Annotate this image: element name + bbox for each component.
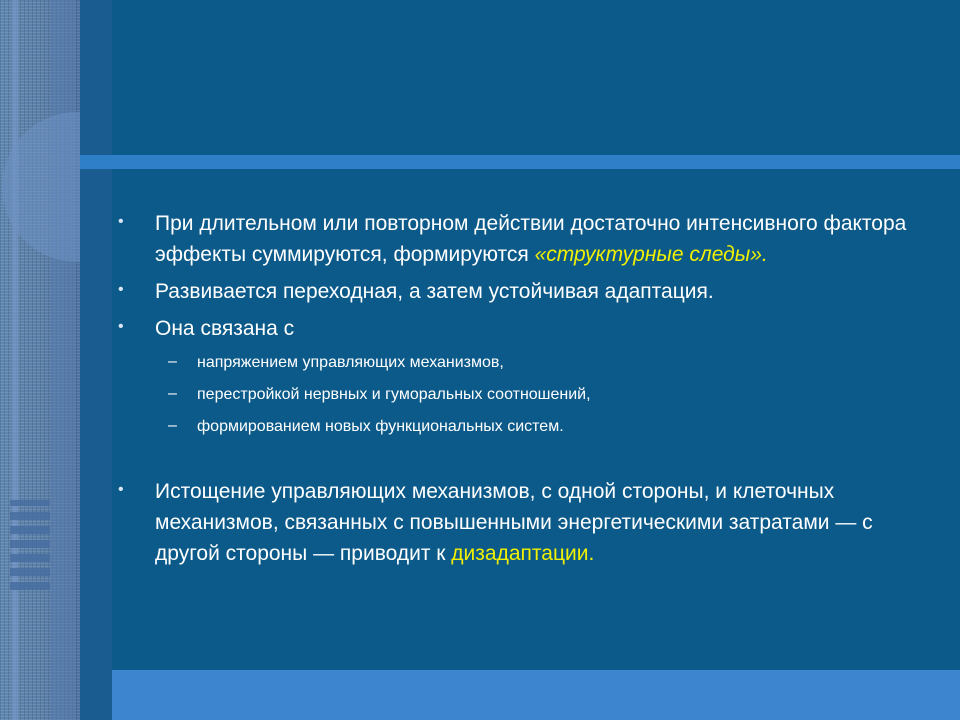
bullet-text: Истощение управляющих механизмов, с одной стороны, и клеточных механизмов, связанных с повышенными энергетическими затратами — с другой стороны — приводит к <box>155 480 873 565</box>
bullet-text: Развивается переходная, а затем устойчивая адаптация. <box>155 280 714 303</box>
bullet-icon: • <box>118 318 124 335</box>
sub-item <box>118 350 938 375</box>
bullet-item <box>118 313 938 344</box>
sub-item-text: напряжением управляющих механизмов, <box>197 354 504 371</box>
sub-item-text: перестройкой нервных и гуморальных соотношений, <box>197 386 591 403</box>
sub-item <box>118 414 938 439</box>
bullet-icon: • <box>118 481 124 498</box>
dash-icon: – <box>168 385 177 402</box>
bullet-icon: • <box>118 281 124 298</box>
bullet-text: Она связана с <box>155 317 295 340</box>
accent-bar-bottom <box>112 670 960 720</box>
bullet-text: При длительном или повторном действии достаточно интенсивного фактора эффекты суммируются, формируются <box>155 212 907 266</box>
bullet-item <box>118 276 938 307</box>
decorative-pattern <box>10 500 50 590</box>
accent-bar-top <box>80 155 960 169</box>
bullet-item <box>118 476 938 569</box>
highlighted-text: «структурные следы». <box>534 243 768 266</box>
decorative-left-panel <box>0 0 112 720</box>
bullet-icon: • <box>118 213 124 230</box>
dash-icon: – <box>168 417 177 434</box>
sub-item-text: формированием новых функциональных систем. <box>197 418 564 435</box>
decorative-stripe <box>50 0 76 720</box>
spacer <box>118 446 938 476</box>
highlighted-text: дизадаптации. <box>451 542 595 565</box>
decorative-stripe <box>12 0 18 720</box>
slide-content <box>118 208 938 575</box>
decorative-stripe <box>80 0 112 720</box>
sub-item <box>118 382 938 407</box>
dash-icon: – <box>168 353 177 370</box>
bullet-item <box>118 208 938 270</box>
